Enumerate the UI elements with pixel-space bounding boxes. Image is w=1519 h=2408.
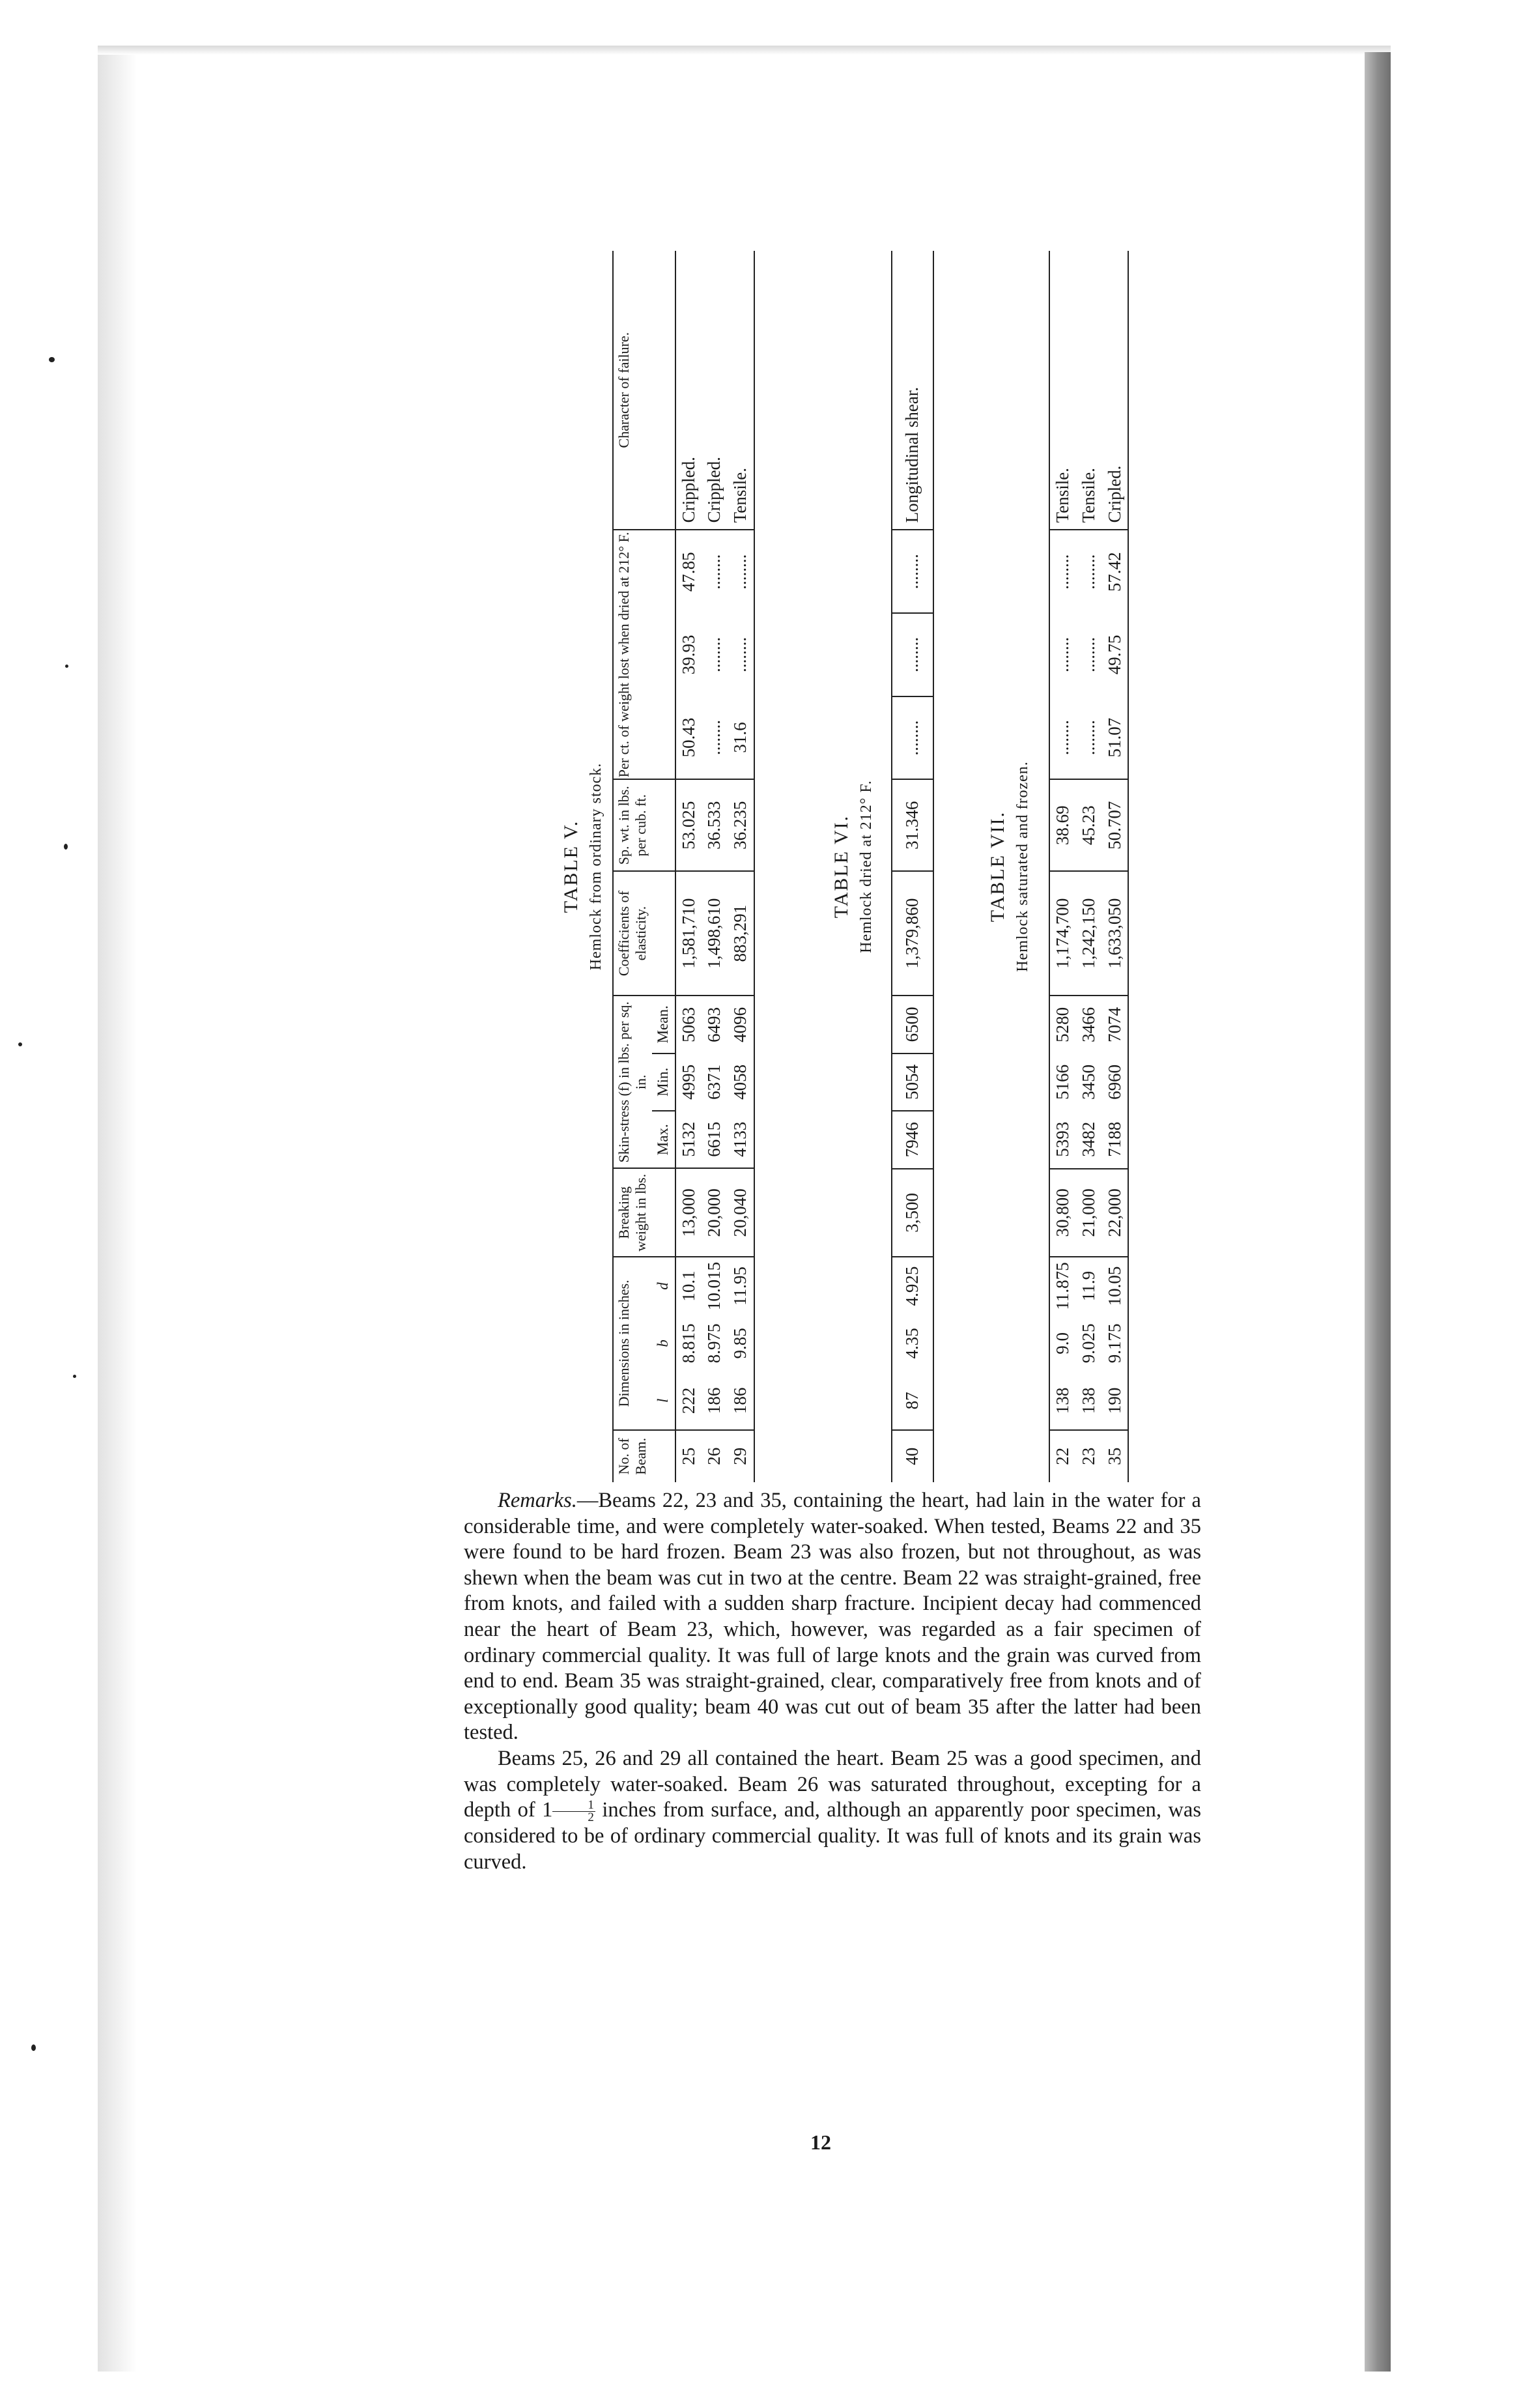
scan-shade-left [98, 52, 137, 2372]
cell-per-ct-3: ........ [1049, 530, 1076, 613]
subheader-d: d [652, 1257, 675, 1314]
table-vii-title: TABLE VII. [987, 810, 1008, 923]
cell-b: 9.025 [1078, 1323, 1098, 1364]
cell-min: 3450 [1078, 1064, 1098, 1100]
table-row [675, 251, 702, 1482]
cell-per-ct-3: ........ [728, 530, 754, 613]
cell-sp-wt: 50.707 [1102, 779, 1129, 871]
cell-failure: Tensile. [1078, 468, 1098, 523]
table-vii [1049, 251, 1129, 1482]
cell-beam-no: 25 [675, 1430, 702, 1482]
table-vi [891, 251, 934, 1482]
cell-sp-wt: 36.533 [702, 779, 728, 871]
cell-max: 6615 [704, 1121, 724, 1157]
cell-coefficient: 1,242,150 [1076, 871, 1102, 996]
table-vi-caption [830, 251, 875, 1482]
cell-max: 5393 [1049, 1111, 1076, 1168]
cell-failure: Longitudinal shear. [892, 251, 933, 530]
cell-breaking-weight: 13,000 [675, 1168, 702, 1257]
cell-per-ct-1: 50.43 [678, 717, 698, 758]
cell-breaking-weight: 20,000 [702, 1168, 728, 1257]
subheader-min: Min. [652, 1054, 675, 1111]
cell-min: 5166 [1049, 1054, 1076, 1111]
cell-failure: Tensile. [728, 251, 754, 530]
table-row [1076, 251, 1102, 1482]
cell-min: 5054 [892, 1054, 933, 1111]
remarks-paragraph-2-text-b: inches from surface, and, although an apparently poor specimen, was considered to be of ordinary commercial quality. It was full of knots and its grain was curved. [464, 1798, 1201, 1874]
cell-coefficient: 1,581,710 [675, 871, 702, 996]
fraction-numerator: 1 [552, 1799, 595, 1812]
cell-beam-no: 40 [892, 1430, 933, 1482]
table-v-title: TABLE V. [560, 820, 582, 913]
cell-per-ct-2: ........ [1049, 613, 1076, 696]
page-number: 12 [810, 2130, 831, 2154]
cell-max: 7188 [1102, 1111, 1129, 1168]
cell-l: 190 [1102, 1372, 1129, 1429]
cell-b: 4.35 [892, 1315, 933, 1372]
cell-l: 138 [1049, 1372, 1076, 1429]
cell-breaking-weight: 21,000 [1076, 1169, 1102, 1257]
scan-speck [73, 1375, 76, 1378]
cell-mean: 3466 [1076, 996, 1102, 1053]
header-sp-wt: Sp. wt. in lbs. per cub. ft. [613, 779, 675, 871]
cell-per-ct-3: ........ [892, 530, 933, 613]
cell-d: 11.9 [1076, 1257, 1102, 1314]
remarks-text [464, 1488, 1201, 1875]
cell-sp-wt: 31.346 [892, 779, 933, 871]
header-coefficients: Coefficients of elasticity. [613, 871, 675, 996]
table-v-caption [560, 251, 605, 1482]
cell-sp-wt: 45.23 [1076, 779, 1102, 871]
scan-speck [49, 357, 55, 362]
cell-per-ct-2: ........ [1078, 637, 1098, 672]
cell-coefficient: 883,291 [728, 871, 754, 996]
cell-l: 186 [728, 1372, 754, 1429]
table-row [1102, 251, 1129, 1482]
remarks-label: Remarks. [498, 1489, 577, 1512]
cell-d: 11.875 [1049, 1257, 1076, 1314]
cell-per-ct-1: 31.6 [728, 696, 754, 780]
cell-coefficient: 1,379,860 [892, 871, 933, 996]
remarks-paragraph-2-text-a: Beams 25, 26 and 29 all contained the heart. Beam 25 was a good specimen, and was completely water-soaked. Beam 26 was saturated throughout, excepting for a depth of 1 [464, 1746, 1201, 1822]
header-beam-no: No. of Beam. [613, 1430, 675, 1482]
scan-speck [18, 1042, 22, 1046]
cell-min: 6960 [1102, 1054, 1129, 1111]
scan-speck [31, 2044, 36, 2051]
cell-breaking-weight: 3,500 [892, 1169, 933, 1257]
table-vi-title: TABLE VI. [830, 814, 852, 919]
cell-l: 186 [704, 1387, 724, 1414]
scan-speck [65, 665, 68, 668]
cell-coefficient: 1,633,050 [1102, 871, 1129, 996]
remarks-paragraph-1 [464, 1488, 1201, 1746]
cell-sp-wt: 53.025 [675, 779, 702, 871]
cell-b: 9.85 [728, 1315, 754, 1372]
cell-per-ct-2: 39.93 [678, 635, 698, 675]
cell-l: 222 [678, 1387, 698, 1414]
table-row [1049, 251, 1076, 1482]
cell-failure: Crippled. [704, 457, 724, 523]
cell-min: 4995 [678, 1064, 698, 1100]
cell-mean: 5280 [1049, 996, 1076, 1053]
header-breaking-weight: Breaking weight in lbs. [613, 1168, 675, 1257]
cell-mean: 6493 [702, 996, 728, 1053]
cell-l: 87 [892, 1372, 933, 1429]
cell-max: 5132 [678, 1121, 698, 1157]
cell-d: 11.95 [728, 1257, 754, 1314]
cell-max: 3482 [1078, 1121, 1098, 1157]
cell-beam-no: 22 [1049, 1430, 1076, 1482]
scan-edge-top [98, 46, 1391, 55]
cell-breaking-weight: 30,800 [1049, 1169, 1076, 1257]
cell-d: 10.05 [1102, 1257, 1129, 1314]
header-per-ct-weight-lost: Per ct. of weight lost when dried at 212° F. [613, 530, 675, 779]
cell-d: 4.925 [892, 1257, 933, 1314]
cell-beam-no: 35 [1102, 1430, 1129, 1482]
cell-per-ct-2: ........ [728, 613, 754, 696]
cell-max: 4133 [728, 1111, 754, 1168]
cell-per-ct-1: ........ [704, 720, 724, 756]
cell-min: 4058 [728, 1054, 754, 1111]
subheader-l: l [652, 1372, 675, 1429]
scan-shade-right [1365, 52, 1391, 2372]
cell-b: 9.175 [1102, 1315, 1129, 1372]
cell-coefficient: 1,174,700 [1049, 871, 1076, 996]
subheader-b: b [652, 1315, 675, 1372]
fraction-denominator: 2 [588, 1811, 594, 1825]
cell-mean: 6500 [892, 996, 933, 1053]
cell-per-ct-1: 51.07 [1102, 696, 1129, 780]
cell-coefficient: 1,498,610 [702, 871, 728, 996]
cell-b: 9.0 [1049, 1315, 1076, 1372]
cell-sp-wt: 38.69 [1049, 779, 1076, 871]
cell-mean: 7074 [1102, 996, 1129, 1053]
cell-failure: Cripled. [1102, 251, 1129, 530]
table-vi-subtitle: Hemlock dried at 212° F. [858, 780, 875, 953]
cell-per-ct-3: 57.42 [1102, 530, 1129, 613]
cell-per-ct-2: 49.75 [1102, 613, 1129, 696]
cell-b: 8.815 [678, 1323, 698, 1364]
cell-l: 138 [1078, 1387, 1098, 1414]
cell-per-ct-2: ........ [892, 613, 933, 696]
fraction-one-half [552, 1799, 595, 1824]
cell-mean: 5063 [675, 996, 702, 1053]
subheader-mean: Mean. [652, 996, 675, 1053]
cell-beam-no: 29 [728, 1430, 754, 1482]
table-row [728, 251, 754, 1482]
cell-per-ct-2: ........ [704, 637, 724, 672]
header-dimensions: Dimensions in inches. [613, 1257, 652, 1429]
cell-d: 10.015 [702, 1257, 728, 1314]
cell-min: 6371 [704, 1064, 724, 1100]
subheader-max: Max. [652, 1111, 675, 1168]
table-row [702, 251, 728, 1482]
cell-per-ct-1: ........ [1049, 696, 1076, 780]
header-character-of-failure: Character of failure. [613, 251, 675, 530]
cell-failure: Tensile. [1049, 251, 1076, 530]
cell-per-ct-3: 47.85 [675, 530, 702, 613]
cell-b: 8.975 [704, 1323, 724, 1364]
table-v [612, 251, 755, 1482]
table-vii-caption [987, 251, 1032, 1482]
cell-d: 10.1 [675, 1257, 702, 1314]
cell-breaking-weight: 20,040 [728, 1168, 754, 1257]
cell-beam-no: 26 [702, 1430, 728, 1482]
table-vii-subtitle: Hemlock saturated and frozen. [1014, 761, 1031, 972]
cell-max: 7946 [892, 1111, 933, 1168]
scan-speck [64, 844, 68, 850]
cell-breaking-weight: 22,000 [1102, 1169, 1129, 1257]
cell-per-ct-1: ........ [1078, 720, 1098, 756]
cell-per-ct-3: ........ [702, 530, 728, 613]
rotated-tables [560, 244, 1212, 1482]
table-v-subtitle: Hemlock from ordinary stock. [588, 762, 604, 971]
header-skin-stress: Skin-stress (f) in lbs. per sq. in. [613, 996, 652, 1168]
cell-per-ct-3: ........ [1076, 530, 1102, 613]
cell-beam-no: 23 [1076, 1430, 1102, 1482]
cell-mean: 4096 [728, 996, 754, 1053]
cell-sp-wt: 36.235 [728, 779, 754, 871]
table-row [892, 251, 933, 1482]
cell-per-ct-1: ........ [892, 696, 933, 780]
cell-failure: Crippled. [678, 457, 698, 523]
remarks-paragraph-2 [464, 1746, 1201, 1875]
remarks-paragraph-1-text: —Beams 22, 23 and 35, containing the heart, had lain in the water for a considerable time, and were completely water-soaked. When tested, Beams 22 and 35 were found to be hard frozen. Beam 23 was also frozen, but not throughout, as was shewn when the beam was cut in two at the centre. Beam 22 was straight-grained, free from knots, and failed with a sudden sharp fracture. Incipient decay had commenced near the heart of Beam 23, which, however, was regarded as a fair specimen of ordinary commercial quality. It was full of large knots and the grain was curved from end to end. Beam 35 was straight-grained, clear, comparatively free from knots and of exceptionally good quality; beam 40 was cut out of beam 35 after the latter had been tested. [464, 1489, 1201, 1745]
